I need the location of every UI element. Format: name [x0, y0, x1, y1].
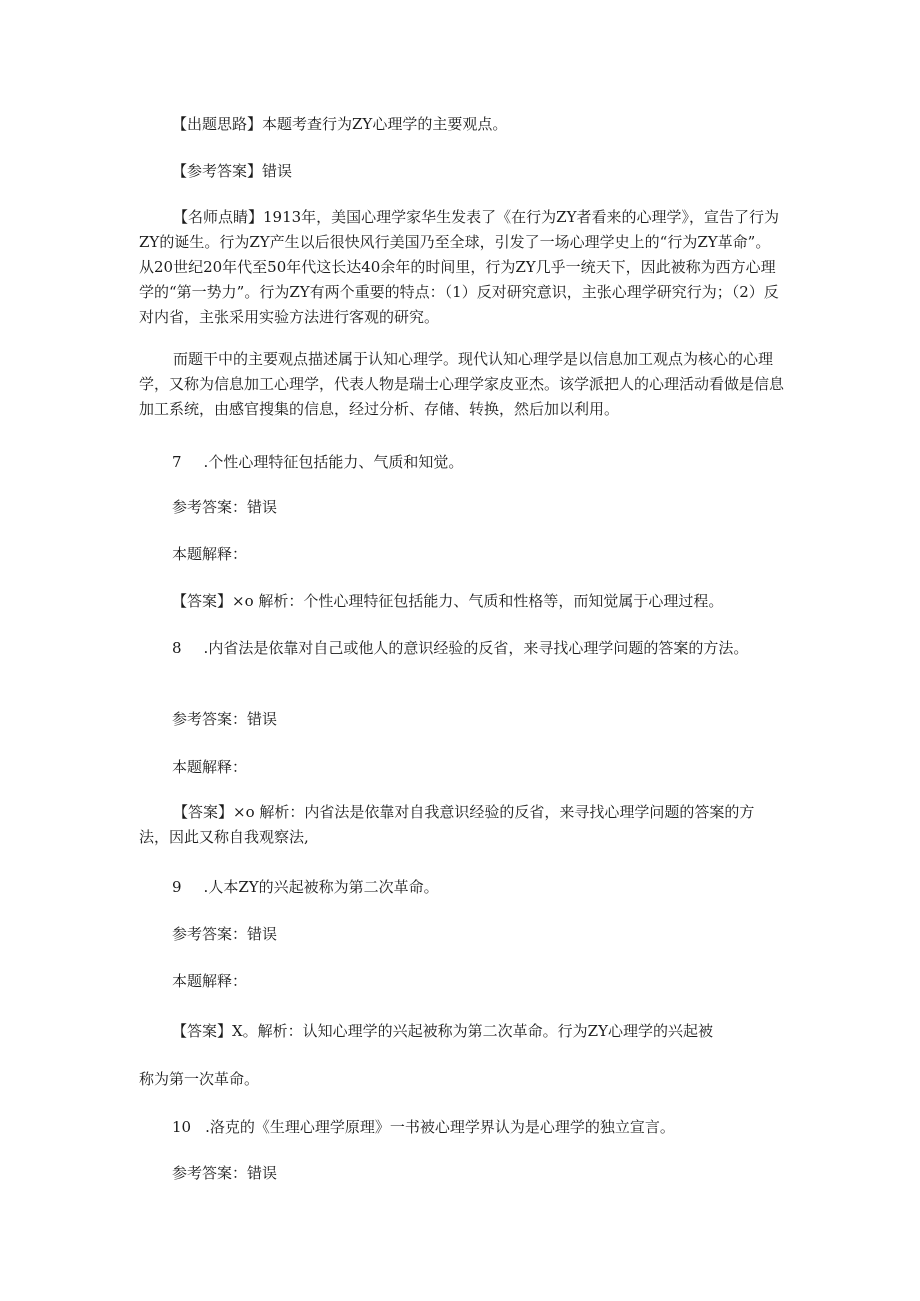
question-7 [172, 451, 463, 473]
question-7-explanation: 【答案】×o 解析：个性心理特征包括能力、气质和性格等，而知觉属于心理过程。 [172, 592, 724, 610]
question-10 [172, 1116, 675, 1138]
question-text: .洛克的《生理心理学原理》一书被心理学界认为是心理学的独立宣言。 [205, 1118, 675, 1136]
question-9-explanation-label: 本题解释： [172, 972, 248, 990]
teacher-comment-paragraph-2: 而题干中的主要观点描述属于认知心理学。现代认知心理学是以信息加工观点为核心的心理学，又称为信息加工心理学，代表人物是瑞士心理学家皮亚杰。该学派把人的心理活动看做是信息加工系统，由感官搜集的信息，经过分析、存储、转换，然后加以利用。 [139, 350, 785, 418]
thinking-label: 【出题思路】本题考查行为ZY心理学的主要观点。 [172, 115, 508, 133]
answer-label: 【参考答案】错误 [172, 162, 293, 180]
question-text: .人本ZY的兴起被称为第二次革命。 [203, 878, 439, 896]
question-7-explanation-label: 本题解释： [172, 545, 248, 563]
question-8-explanation: 【答案】×o 解析：内省法是依靠对自我意识经验的反省，来寻找心理学问题的答案的方法，因此又称自我观察法, [139, 803, 755, 846]
question-number: 9 [172, 878, 182, 896]
question-9-explanation-line-1: 【答案】X。解析：认知心理学的兴起被称为第二次革命。行为ZY心理学的兴起被 [172, 1022, 714, 1040]
question-8-explanation-label: 本题解释： [172, 758, 248, 776]
question-8 [172, 637, 748, 659]
question-9-explanation-line-2: 称为第一次革命。 [139, 1070, 260, 1088]
question-10-ref-answer: 参考答案：错误 [172, 1164, 278, 1182]
question-number: 8 [172, 639, 182, 657]
question-text: .个性心理特征包括能力、气质和知觉。 [203, 453, 464, 471]
question-8-ref-answer: 参考答案：错误 [172, 710, 278, 728]
question-number: 10 [172, 1118, 192, 1136]
question-7-ref-answer: 参考答案：错误 [172, 498, 278, 516]
teacher-comment-paragraph-1: 【名师点睛】1913年，美国心理学家华生发表了《在行为ZY者看来的心理学》，宣告了行为ZY的诞生。行为ZY产生以后很快风行美国乃至全球，引发了一场心理学史上的“行为ZY革命”。从20世纪20年代至50年代这长达40余年的时间里，行为ZY几乎一统天下，因此被称为西方心理学的“第一势力”。行为ZY有两个重要的特点：（1）反对研究意识，主张心理学研究行为；（2）反对内省，主张采用实验方法进行客观的研究。 [139, 208, 780, 326]
question-9-ref-answer: 参考答案：错误 [172, 925, 278, 943]
question-text: .内省法是依靠对自己或他人的意识经验的反省，来寻找心理学问题的答案的方法。 [203, 639, 749, 657]
question-number: 7 [172, 453, 182, 471]
question-9 [172, 876, 439, 898]
